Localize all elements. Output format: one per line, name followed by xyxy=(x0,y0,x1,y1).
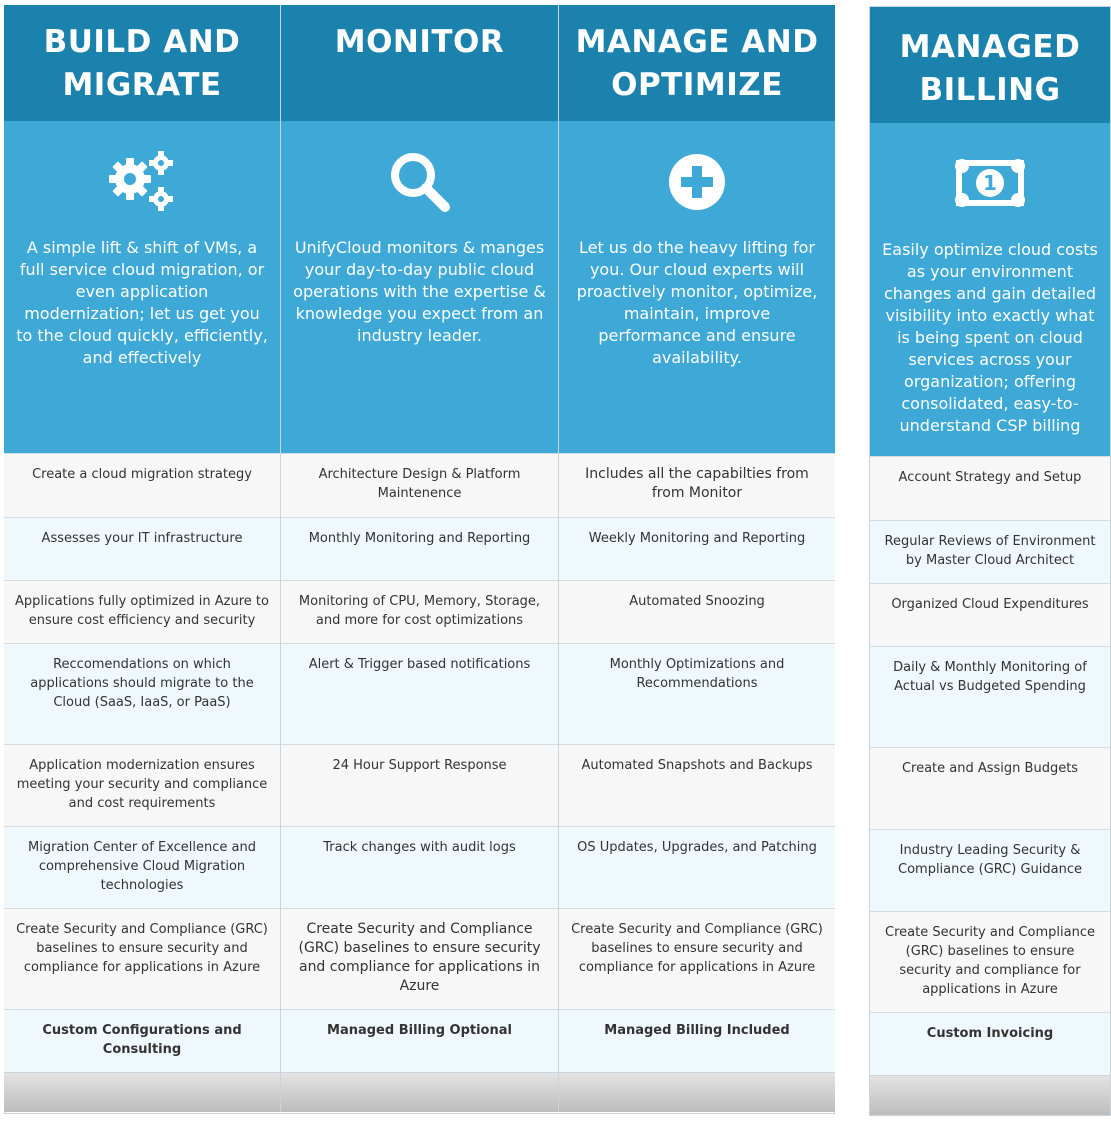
feature-row: Account Strategy and Setup xyxy=(870,456,1110,520)
feature-row: Organized Cloud Expenditures xyxy=(870,583,1110,646)
plan-footer-label: Managed Billing Optional xyxy=(281,1009,558,1072)
plan-title: MANAGE AND OPTIMIZE xyxy=(559,5,835,121)
gears-icon xyxy=(16,147,268,217)
plan-title: MANAGED BILLING xyxy=(870,7,1110,123)
plan-description: A simple lift & shift of VMs, a full service cloud migration, or even application modernization; let us get you to the cloud quickly, efficiently, and effectively xyxy=(16,238,268,367)
plan-footer-button[interactable] xyxy=(559,1072,835,1112)
plan-footer-button[interactable] xyxy=(4,1072,280,1112)
feature-row: 24 Hour Support Response xyxy=(281,744,558,826)
plan-footer-button[interactable] xyxy=(870,1075,1110,1115)
feature-row: Assesses your IT infrastructure xyxy=(4,517,280,580)
plan-description-panel xyxy=(4,121,280,453)
feature-row: Alert & Trigger based notifications xyxy=(281,643,558,744)
feature-row: Create and Assign Budgets xyxy=(870,747,1110,829)
feature-row: Application modernization ensures meeting your security and compliance and cost requirements xyxy=(4,744,280,826)
feature-row: Daily & Monthly Monitoring of Actual vs Budgeted Spending xyxy=(870,646,1110,747)
feature-row: Automated Snoozing xyxy=(559,580,835,643)
feature-row: Monthly Monitoring and Reporting xyxy=(281,517,558,580)
plan-description: Let us do the heavy lifting for you. Our cloud experts will proactively monitor, optimize, maintain, improve performance and ensure availability. xyxy=(576,238,818,367)
feature-row: Track changes with audit logs xyxy=(281,826,558,908)
feature-row: Create Security and Compliance (GRC) baselines to ensure security and compliance for applications in Azure xyxy=(870,911,1110,1012)
plan-manage-and-optimize xyxy=(558,5,835,1112)
plan-description: UnifyCloud monitors & manges your day-to-day public cloud operations with the expertise & knowledge you expect from an industry leader. xyxy=(293,238,546,345)
plan-footer-label: Custom Invoicing xyxy=(870,1012,1110,1075)
feature-row: Create a cloud migration strategy xyxy=(4,453,280,517)
plan-footer-label: Managed Billing Included xyxy=(559,1009,835,1072)
feature-row: Monitoring of CPU, Memory, Storage, and more for cost optimizations xyxy=(281,580,558,643)
magnifier-icon xyxy=(293,147,546,217)
feature-row: Reccomendations on which applications should migrate to the Cloud (SaaS, IaaS, or PaaS) xyxy=(4,643,280,744)
feature-row: Migration Center of Excellence and comprehensive Cloud Migration technologies xyxy=(4,826,280,908)
plan-footer-label: Custom Configurations and Consulting xyxy=(4,1009,280,1072)
feature-row: Weekly Monitoring and Reporting xyxy=(559,517,835,580)
plan-managed-billing xyxy=(869,6,1111,1116)
feature-row: OS Updates, Upgrades, and Patching xyxy=(559,826,835,908)
feature-row: Architecture Design & Platform Maintenence xyxy=(281,453,558,517)
plan-monitor xyxy=(280,5,558,1112)
feature-row: Automated Snapshots and Backups xyxy=(559,744,835,826)
plan-title: MONITOR xyxy=(281,5,558,121)
feature-row: Includes all the capabilties from from Monitor xyxy=(559,453,835,517)
plan-description-panel xyxy=(559,121,835,453)
plan-footer-button[interactable] xyxy=(281,1072,558,1112)
plan-description: Easily optimize cloud costs as your environment changes and gain detailed visibility into exactly what is being spent on cloud services across your organization; offering consolidated, easy-to-understand CSP billing xyxy=(882,240,1098,435)
feature-row: Industry Leading Security & Compliance (GRC) Guidance xyxy=(870,829,1110,911)
plan-title: BUILD AND MIGRATE xyxy=(4,5,280,121)
svg-text:1: 1 xyxy=(983,171,997,195)
plus-circle-icon xyxy=(571,147,823,217)
feature-row: Create Security and Compliance (GRC) baselines to ensure security and compliance for applications in Azure xyxy=(4,908,280,1009)
plan-build-and-migrate xyxy=(4,5,280,1112)
feature-row: Applications fully optimized in Azure to ensure cost efficiency and security xyxy=(4,580,280,643)
plan-description-panel xyxy=(870,123,1110,456)
plan-description-panel xyxy=(281,121,558,453)
banknote-icon xyxy=(880,151,1100,215)
feature-row: Create Security and Compliance (GRC) baselines to ensure security and compliance for applications in Azure xyxy=(281,908,558,1009)
feature-row: Regular Reviews of Environment by Master Cloud Architect xyxy=(870,520,1110,583)
feature-row: Create Security and Compliance (GRC) baselines to ensure security and compliance for applications in Azure xyxy=(559,908,835,1009)
feature-row: Monthly Optimizations and Recommendations xyxy=(559,643,835,744)
